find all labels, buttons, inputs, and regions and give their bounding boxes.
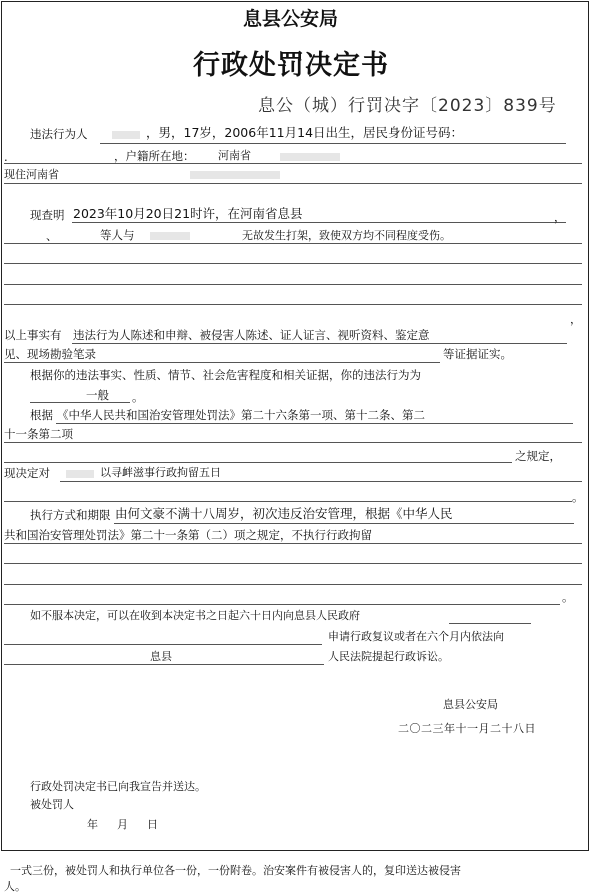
underline bbox=[56, 423, 573, 424]
underline bbox=[4, 644, 322, 645]
underline bbox=[72, 343, 567, 344]
appeal-court: 息县 bbox=[150, 650, 172, 663]
underline bbox=[30, 402, 130, 403]
redacted-residence bbox=[190, 171, 280, 179]
redacted-name bbox=[112, 131, 140, 139]
underline bbox=[4, 501, 572, 502]
underline bbox=[4, 362, 440, 363]
facts-intro: 现查明 bbox=[30, 208, 65, 222]
underline bbox=[4, 243, 582, 244]
underline bbox=[4, 584, 582, 585]
evidence-line2: 见、现场勘验笔录 bbox=[4, 347, 96, 361]
legal-line2: 十一条第二项 bbox=[4, 427, 73, 441]
legal-prefix: 根据 bbox=[30, 408, 53, 422]
redacted-address bbox=[280, 153, 340, 161]
comma-mark: ， bbox=[554, 210, 566, 224]
receipt-line2: 被处罚人 bbox=[30, 798, 74, 811]
severity-end: 。 bbox=[132, 390, 144, 404]
underline bbox=[4, 604, 560, 605]
appeal-line3: 人民法院提起行政诉讼。 bbox=[328, 650, 449, 663]
comma-mark: . bbox=[4, 150, 8, 164]
underline bbox=[4, 462, 512, 463]
execution-line1: 由何文豪不满十八周岁，初次违反治安管理，根据《中华人民 bbox=[115, 506, 453, 521]
receipt-date: 年 月 日 bbox=[87, 818, 162, 831]
signature-date: 二〇二三年十一月二十八日 bbox=[398, 722, 536, 735]
footer-line2: 人。 bbox=[4, 880, 26, 893]
underline bbox=[4, 442, 582, 443]
offender-details: ，男，17岁，2006年11月14日出生，居民身份证号码： bbox=[146, 125, 464, 140]
appeal-line2: 申请行政复议或者在六个月内依法向 bbox=[328, 630, 504, 643]
appeal-line1: 如不服本决定，可以在收到本决定书之日起六十日内向息县人民政府 bbox=[30, 609, 360, 622]
decision-prefix: 现决定对 bbox=[4, 466, 50, 480]
facts-persons: 等人与 bbox=[100, 228, 135, 242]
facts-date-place: 2023年10月20日21时许，在河南省息县 bbox=[73, 206, 303, 221]
document-title: 行政处罚决定书 bbox=[193, 50, 389, 81]
redacted-persons bbox=[150, 232, 190, 240]
decision-period: 。 bbox=[572, 490, 584, 504]
legal-suffix: 之规定， bbox=[515, 449, 561, 463]
decision-value: 以寻衅滋事行政拘留五日 bbox=[100, 466, 221, 479]
registration-label: ，户籍所在地： bbox=[114, 149, 195, 163]
facts-act: 无故发生打架，致使双方均不同程度受伤。 bbox=[242, 229, 451, 242]
document-number: 息公（城）行罚决字〔2023〕839号 bbox=[258, 96, 557, 116]
agency-header: 息县公安局 bbox=[243, 8, 339, 30]
underline bbox=[4, 263, 582, 264]
comma-mark: ， bbox=[570, 312, 582, 326]
underline bbox=[449, 623, 531, 624]
underline bbox=[4, 664, 324, 665]
underline bbox=[4, 284, 582, 285]
severity-text: 根据你的违法事实、性质、情节、社会危害程度和相关证据，你的违法行为为 bbox=[30, 368, 421, 382]
footer-line1: 一式三份，被处罚人和执行单位各一份，一份附卷。治安案件有被侵害人的，复印送达被侵害 bbox=[10, 864, 461, 877]
redacted-name bbox=[66, 470, 94, 478]
underline bbox=[4, 163, 582, 164]
evidence-suffix: 等证据证实。 bbox=[443, 347, 512, 361]
underline bbox=[4, 304, 582, 305]
legal-line1: 《中华人民共和国治安管理处罚法》第二十六条第一项、第十二条、第二 bbox=[57, 408, 425, 422]
underline bbox=[114, 523, 574, 524]
evidence-prefix: 以上事实有 bbox=[4, 328, 62, 342]
signature-agency: 息县公安局 bbox=[443, 698, 498, 711]
receipt-line1: 行政处罚决定书已向我宣告并送达。 bbox=[30, 780, 206, 793]
execution-prefix: 执行方式和期限 bbox=[30, 508, 111, 522]
underline bbox=[60, 481, 582, 482]
underline bbox=[72, 222, 566, 223]
underline bbox=[100, 143, 566, 144]
execution-line2: 共和国治安管理处罚法》第二十一条第（二）项之规定，不执行行政拘留 bbox=[4, 528, 372, 542]
underline bbox=[4, 183, 582, 184]
offender-label: 违法行为人 bbox=[30, 127, 88, 141]
evidence-line1: 违法行为人陈述和申辩、被侵害人陈述、证人证言、视听资料、鉴定意 bbox=[73, 328, 430, 342]
separator-mark: 、 bbox=[46, 229, 58, 243]
execution-end: 。 bbox=[562, 590, 574, 604]
underline bbox=[4, 563, 582, 564]
underline bbox=[4, 543, 582, 544]
registration-value: 河南省 bbox=[218, 149, 251, 162]
severity-value: 一般 bbox=[86, 388, 109, 402]
residence-label: 现住河南省 bbox=[4, 168, 59, 181]
